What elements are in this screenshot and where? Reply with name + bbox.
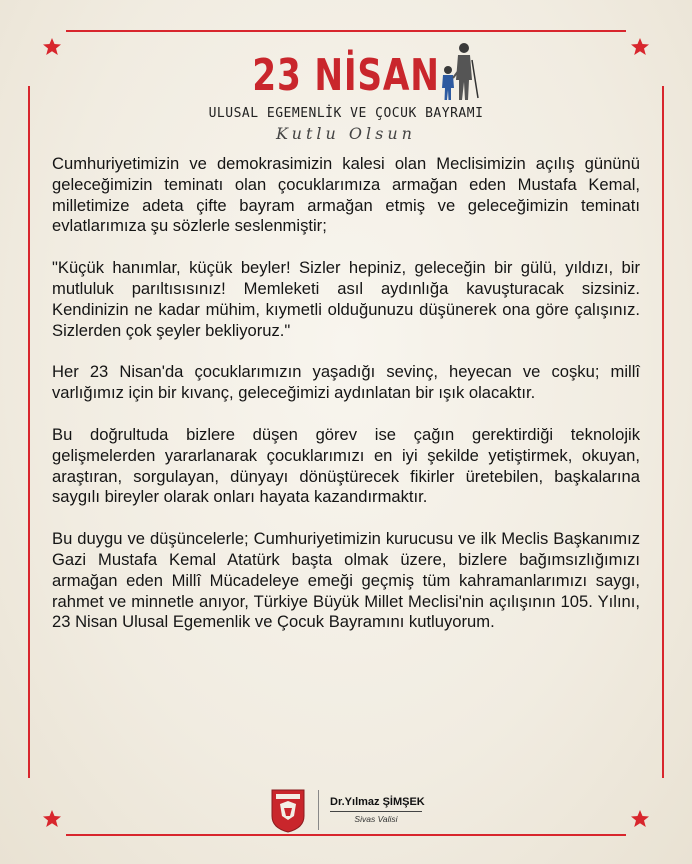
paragraph: Her 23 Nisan'da çocuklarımızın yaşadığı sevinç, heyecan ve coşku; millî varlığımız için bir kıvanç, geleceğimizi aydınlatan bir ışık olacaktır. xyxy=(52,362,640,403)
paragraph: Cumhuriyetimizin ve demokrasimizin kalesi olan Meclisimizin açılış gününü geleceğimizin teminatı olan çocuklarımıza armağan eden Mustafa Kemal, milletimize adeta çifte bayram armağan etmiş ve geleceğimizin teminatı evlatlarımıza şu sözlerle seslenmiştir; xyxy=(52,154,640,236)
signatory-title: Sivas Valisi xyxy=(354,814,398,824)
greeting-script: Kutlu Olsun xyxy=(276,124,416,143)
page-title: 23 NİSAN xyxy=(252,50,440,101)
frame-top-line xyxy=(66,30,626,32)
signature-divider xyxy=(318,790,319,830)
signatory-name: Dr.Yılmaz ŞİMŞEK xyxy=(330,796,425,808)
paragraph: "Küçük hanımlar, küçük beyler! Sizler hepiniz, geleceğin bir gülü, yıldızı, bir mutluluk parıltısısınız! Memleketi asıl aydınlığa kavuşturacak sizsiniz. Kendinizin ne kadar mühim, kıymetli olduğunuzu düşünerek ona göre çalışınız. Sizlerden çok şeyler bekliyoruz." xyxy=(52,258,640,340)
paragraph: Bu duygu ve düşüncelerle; Cumhuriyetimizin kurucusu ve ilk Meclis Başkanımız Gazi Mustafa Kemal Atatürk başta olmak üzere, bizlere bağımsızlığımızı armağan eden Millî Mücadeleye emeği geçmiş tüm kahramanlarımızı saygı, rahmet ve minnetle anıyor, Türkiye Büyük Millet Meclisi'nin açılışının 105. Yılını, 23 Nisan Ulusal Egemenlik ve Çocuk Bayramını kutluyorum. xyxy=(52,529,640,632)
ataturk-child-silhouette-icon xyxy=(432,40,482,102)
signature-rule xyxy=(330,811,422,812)
frame-left-line xyxy=(28,86,30,778)
paragraph: Bu doğrultuda bizlere düşen görev ise çağın gerektirdiği teknolojik gelişmelerden yararlanarak çocuklarımızı en iyi şekilde yetiştirmek, okuyan, araştıran, sorgulayan, dünyayı dönüştürecek fikirler üretebilen, başkalarına saygılı bireyler olarak onları hayata kazandırmaktır. xyxy=(52,424,640,507)
signature-block xyxy=(0,780,692,840)
header xyxy=(0,40,692,150)
frame-right-line xyxy=(662,86,664,778)
message-body xyxy=(52,154,640,654)
subtitle: ULUSAL EGEMENLİK VE ÇOCUK BAYRAMI xyxy=(208,106,484,121)
governorship-emblem-icon xyxy=(268,786,308,834)
